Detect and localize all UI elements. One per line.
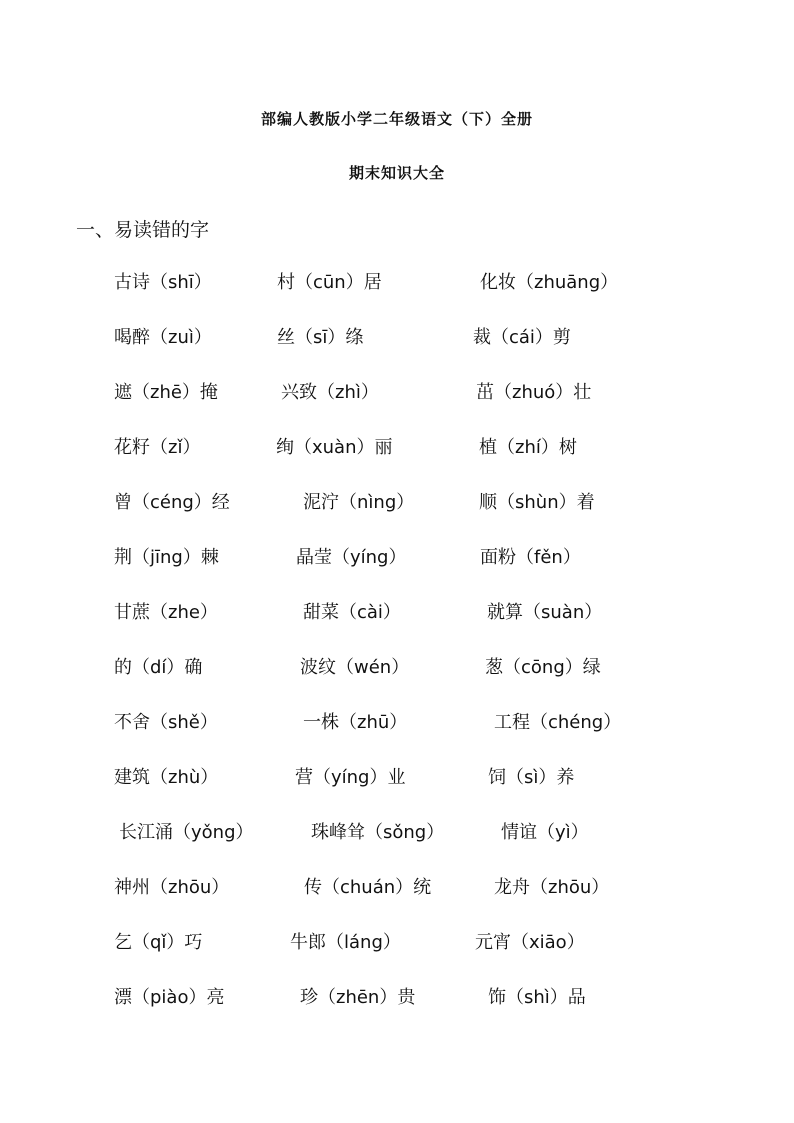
document-title: 部编人教版小学二年级语文（下）全册 (260, 110, 533, 128)
section-heading: 一、易读错的字 (76, 219, 210, 241)
word-item: 古诗（shī） (114, 272, 212, 293)
word-row (0, 708, 794, 738)
word-item: 遮（zhē）掩 (114, 382, 218, 403)
word-row (0, 323, 794, 353)
word-row (0, 598, 794, 628)
word-item: 波纹（wén） (300, 657, 410, 678)
word-item: 花籽（zǐ） (114, 437, 201, 458)
word-item: 甜菜（cài） (303, 602, 401, 623)
word-item: 喝醉（zuì） (114, 327, 212, 348)
word-item: 顺（shùn）着 (479, 492, 595, 513)
word-item: 珍（zhēn）贵 (300, 987, 416, 1008)
word-row (0, 928, 794, 958)
word-item: 面粉（fěn） (480, 547, 581, 568)
word-item: 神州（zhōu） (114, 877, 230, 898)
word-item: 乞（qǐ）巧 (114, 932, 203, 953)
word-item: 裁（cái）剪 (473, 327, 571, 348)
word-row (0, 818, 794, 848)
word-item: 龙舟（zhōu） (494, 877, 610, 898)
word-row (0, 983, 794, 1013)
word-row (0, 488, 794, 518)
word-item: 葱（cōng）绿 (485, 657, 601, 678)
word-item: 兴致（zhì） (281, 382, 379, 403)
word-item: 元宵（xiāo） (475, 932, 585, 953)
word-item: 传（chuán）统 (304, 877, 432, 898)
word-item: 饲（sì）养 (488, 767, 575, 788)
word-item: 牛郎（láng） (290, 932, 401, 953)
word-item: 绚（xuàn）丽 (276, 437, 393, 458)
word-item: 工程（chéng） (494, 712, 622, 733)
word-row (0, 873, 794, 903)
word-row (0, 268, 794, 298)
word-item: 荆（jīng）棘 (114, 547, 219, 568)
word-item: 不舍（shě） (114, 712, 218, 733)
word-row (0, 433, 794, 463)
word-row (0, 543, 794, 573)
word-item: 村（cūn）居 (277, 272, 382, 293)
word-row (0, 378, 794, 408)
word-item: 曾（céng）经 (114, 492, 230, 513)
word-item: 甘蔗（zhe） (114, 602, 218, 623)
word-item: 泥泞（nìng） (303, 492, 415, 513)
word-item: 漂（piào）亮 (114, 987, 225, 1008)
word-item: 一株（zhū） (303, 712, 408, 733)
word-item: 建筑（zhù） (114, 767, 219, 788)
word-item: 珠峰耸（sǒng） (311, 822, 445, 843)
word-item: 茁（zhuó）壮 (476, 382, 592, 403)
word-item: 晶莹（yíng） (296, 547, 407, 568)
document-subtitle: 期末知识大全 (348, 164, 445, 182)
word-row (0, 653, 794, 683)
word-item: 情谊（yì） (501, 822, 589, 843)
word-item: 化妆（zhuāng） (480, 272, 619, 293)
word-item: 就算（suàn） (487, 602, 603, 623)
word-item: 长江涌（yǒng） (119, 822, 254, 843)
word-item: 植（zhí）树 (479, 437, 577, 458)
word-item: 营（yíng）业 (295, 767, 406, 788)
word-item: 饰（shì）品 (488, 987, 586, 1008)
word-row (0, 763, 794, 793)
word-item: 的（dí）确 (114, 657, 203, 678)
word-item: 丝（sī）绦 (277, 327, 364, 348)
